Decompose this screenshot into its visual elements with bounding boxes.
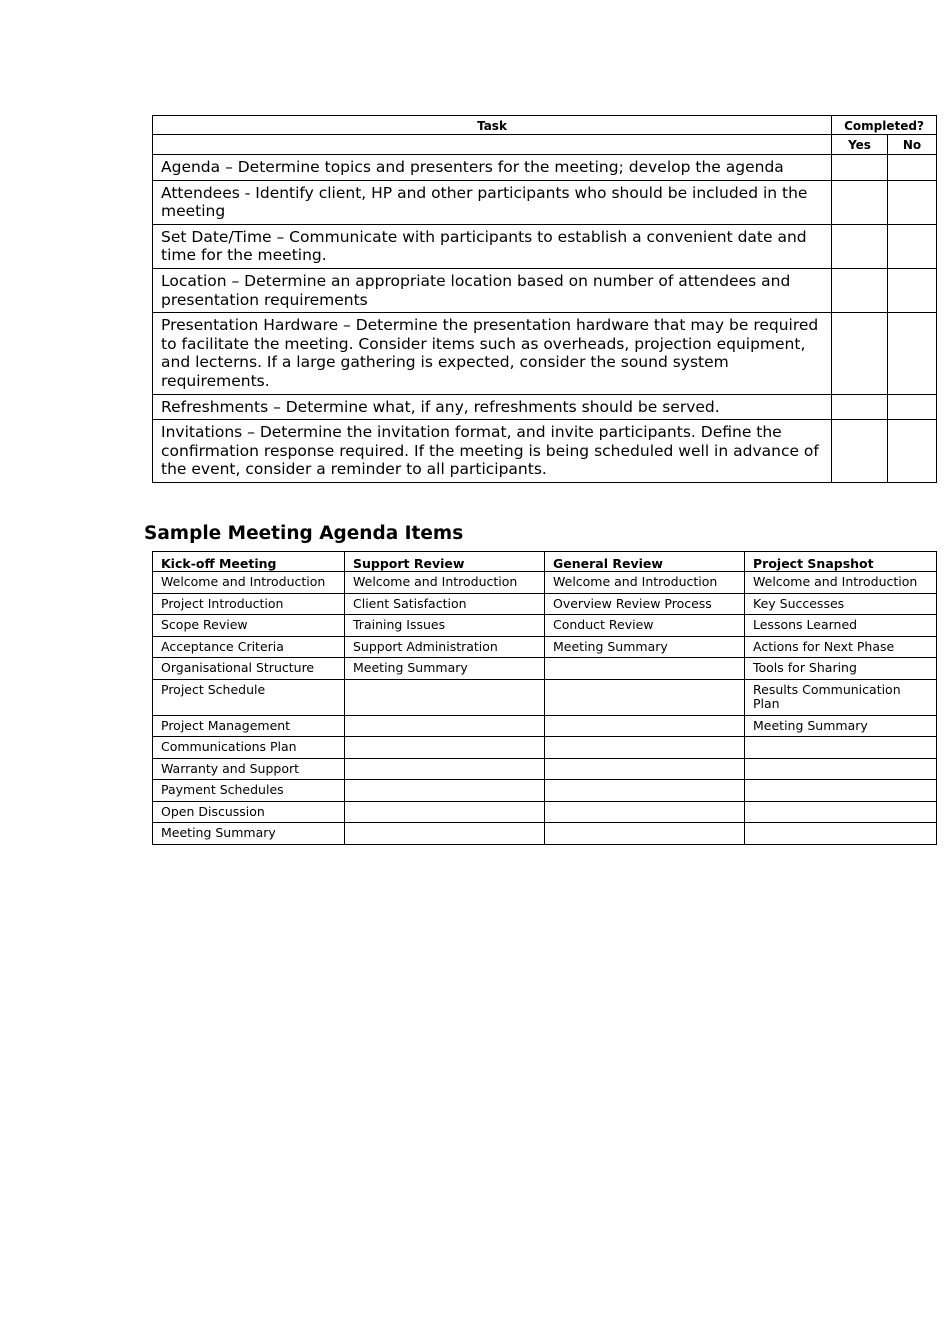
table-cell — [345, 823, 545, 845]
yes-cell[interactable] — [832, 394, 888, 420]
task-attendees: Attendees - Identify client, HP and other participants who should be included in the meeting — [153, 180, 832, 224]
task-agenda: Agenda – Determine topics and presenters for the meeting; develop the agenda — [153, 155, 832, 181]
no-cell[interactable] — [888, 268, 937, 312]
table-cell — [345, 780, 545, 802]
no-column-header: No — [888, 135, 937, 155]
yes-cell[interactable] — [832, 313, 888, 394]
table-cell: Key Successes — [745, 593, 937, 615]
task-row — [153, 313, 937, 394]
table-cell: Lessons Learned — [745, 615, 937, 637]
task-checklist-table — [152, 115, 937, 483]
yes-column-header: Yes — [832, 135, 888, 155]
table-cell — [745, 780, 937, 802]
table-cell: Open Discussion — [153, 801, 345, 823]
table-row — [153, 636, 937, 658]
yes-cell[interactable] — [832, 268, 888, 312]
no-cell[interactable] — [888, 394, 937, 420]
agenda-header-row — [153, 552, 937, 572]
task-location: Location – Determine an appropriate location based on number of attendees and presentation requirements — [153, 268, 832, 312]
table-cell — [545, 658, 745, 680]
table-cell: Client Satisfaction — [345, 593, 545, 615]
table-cell: Warranty and Support — [153, 758, 345, 780]
table-cell — [345, 679, 545, 715]
task-invitations: Invitations – Determine the invitation format, and invite participants. Define the confirmation response required. If the meeting is being scheduled well in advance of the event, consider a reminder to all participants. — [153, 420, 832, 483]
task-row — [153, 180, 937, 224]
table-cell: Tools for Sharing — [745, 658, 937, 680]
table-cell — [545, 737, 745, 759]
table-cell — [545, 758, 745, 780]
yes-cell[interactable] — [832, 180, 888, 224]
table-row — [153, 572, 937, 594]
no-cell[interactable] — [888, 224, 937, 268]
table-row — [153, 615, 937, 637]
table-cell: Welcome and Introduction — [745, 572, 937, 594]
column-header-support-review: Support Review — [345, 552, 545, 572]
table-cell: Welcome and Introduction — [153, 572, 345, 594]
yes-cell[interactable] — [832, 155, 888, 181]
table-cell: Results Communication Plan — [745, 679, 937, 715]
table-cell: Meeting Summary — [153, 823, 345, 845]
table-cell — [745, 737, 937, 759]
table-cell — [745, 758, 937, 780]
table-row — [153, 658, 937, 680]
table-cell: Welcome and Introduction — [345, 572, 545, 594]
table-cell — [345, 801, 545, 823]
completed-column-header: Completed? — [832, 116, 937, 135]
table-cell: Scope Review — [153, 615, 345, 637]
table-cell — [545, 801, 745, 823]
table-cell: Project Schedule — [153, 679, 345, 715]
table-cell — [545, 823, 745, 845]
table-row — [153, 737, 937, 759]
column-header-general-review: General Review — [545, 552, 745, 572]
table-cell: Meeting Summary — [545, 636, 745, 658]
task-row — [153, 420, 937, 483]
table-row — [153, 715, 937, 737]
task-subheader-blank — [153, 135, 832, 155]
table-cell — [545, 780, 745, 802]
table-cell — [545, 715, 745, 737]
column-header-project-snapshot: Project Snapshot — [745, 552, 937, 572]
table-cell: Training Issues — [345, 615, 545, 637]
task-row — [153, 268, 937, 312]
no-cell[interactable] — [888, 180, 937, 224]
table-cell: Payment Schedules — [153, 780, 345, 802]
table-cell: Meeting Summary — [345, 658, 545, 680]
table-cell: Project Introduction — [153, 593, 345, 615]
table-cell: Organisational Structure — [153, 658, 345, 680]
table-cell: Acceptance Criteria — [153, 636, 345, 658]
agenda-section-title: Sample Meeting Agenda Items — [144, 523, 464, 544]
table-cell — [345, 715, 545, 737]
task-header-row — [153, 116, 937, 135]
column-header-kickoff-meeting: Kick-off Meeting — [153, 552, 345, 572]
table-row — [153, 758, 937, 780]
table-cell: Welcome and Introduction — [545, 572, 745, 594]
task-row — [153, 224, 937, 268]
task-column-header: Task — [153, 116, 832, 135]
table-cell — [345, 758, 545, 780]
table-cell — [745, 823, 937, 845]
table-cell — [345, 737, 545, 759]
table-row — [153, 801, 937, 823]
table-cell: Support Administration — [345, 636, 545, 658]
task-subheader-row — [153, 135, 937, 155]
table-row — [153, 679, 937, 715]
table-cell — [745, 801, 937, 823]
task-row — [153, 155, 937, 181]
yes-cell[interactable] — [832, 224, 888, 268]
table-row — [153, 823, 937, 845]
task-refreshments: Refreshments – Determine what, if any, refreshments should be served. — [153, 394, 832, 420]
no-cell[interactable] — [888, 155, 937, 181]
table-cell — [545, 679, 745, 715]
task-set-date-time: Set Date/Time – Communicate with participants to establish a convenient date and time for the meeting. — [153, 224, 832, 268]
task-presentation-hardware: Presentation Hardware – Determine the presentation hardware that may be required to facilitate the meeting. Consider items such as overheads, projection equipment, and lecterns. If a large gathering is expected, consider the sound system requirements. — [153, 313, 832, 394]
task-row — [153, 394, 937, 420]
yes-cell[interactable] — [832, 420, 888, 483]
table-cell: Conduct Review — [545, 615, 745, 637]
no-cell[interactable] — [888, 313, 937, 394]
table-row — [153, 593, 937, 615]
no-cell[interactable] — [888, 420, 937, 483]
table-cell: Communications Plan — [153, 737, 345, 759]
table-cell: Project Management — [153, 715, 345, 737]
agenda-items-table — [152, 551, 937, 845]
table-cell: Overview Review Process — [545, 593, 745, 615]
table-row — [153, 780, 937, 802]
table-cell: Actions for Next Phase — [745, 636, 937, 658]
table-cell: Meeting Summary — [745, 715, 937, 737]
